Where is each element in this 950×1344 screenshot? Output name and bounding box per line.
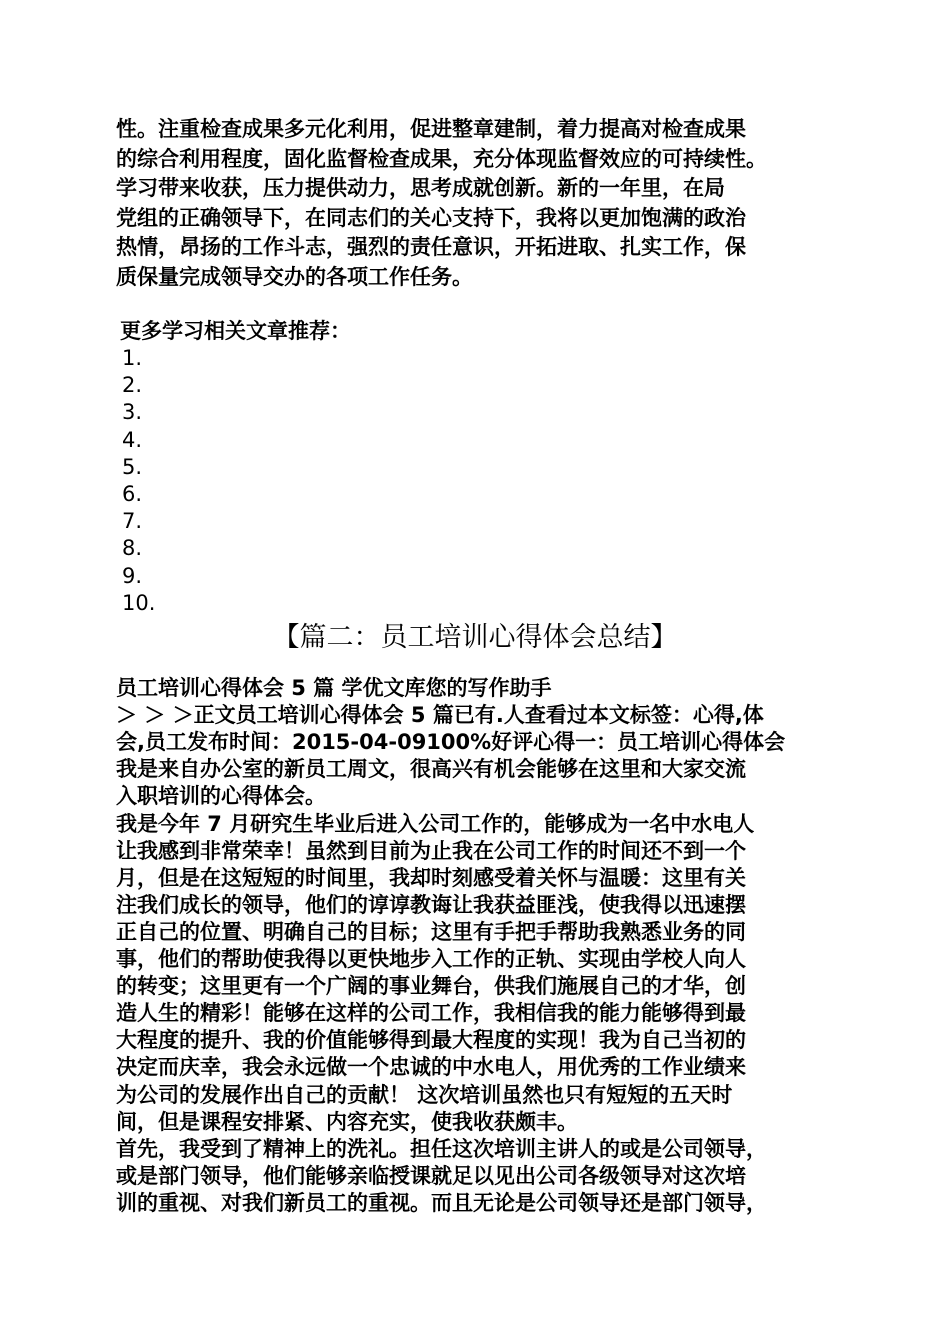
- recommend-list-line: 10.: [122, 590, 156, 615]
- recommend-list-line: 4.: [122, 427, 143, 452]
- block2-line: 会,员工发布时间：2015-04-09100%好评心得一：员工培训心得体会: [116, 730, 786, 755]
- block2-line: 造人生的精彩！能够在这样的公司工作，我相信我的能力能够得到最: [116, 1001, 746, 1026]
- recommend-list-line: 6.: [122, 482, 143, 506]
- block1-line: 的综合利用程度，固化监督检查成果，充分体现监督效应的可持续性。: [116, 146, 767, 171]
- block1-line: 热情，昂扬的工作斗志，强烈的责任意识，开拓进取、扎实工作，保: [116, 235, 746, 260]
- block2-line: 正自己的位置、明确自己的目标；这里有手把手帮助我熟悉业务的同: [116, 919, 746, 944]
- block2-line: 为公司的发展作出自己的贡献！ 这次培训虽然也只有短短的五天时: [116, 1082, 733, 1107]
- block2-line: 训的重视、对我们新员工的重视。而且无论是公司领导还是部门领导，: [116, 1190, 767, 1215]
- recommend-list-line: 5.: [122, 454, 143, 479]
- recommend-list-line: 1.: [122, 346, 143, 370]
- block2-line: 或是部门领导，他们能够亲临授课就足以见出公司各级领导对这次培: [116, 1163, 746, 1188]
- block2-line: 我是来自办公室的新员工周文，很高兴有机会能够在这里和大家交流: [116, 757, 746, 782]
- block1-line: 性。注重检查成果多元化利用，促进整章建制，着力提高对检查成果: [116, 117, 746, 141]
- section-title: 【篇二：员工培训心得体会总结】: [272, 622, 678, 653]
- block2-line: 月，但是在这短短的时间里，我却时刻感受着关怀与温暖：这里有关: [116, 865, 746, 890]
- block2-line: ＞ ＞ ＞正文员工培训心得体会 5 篇已有.人查看过本文标签：心得,体: [116, 703, 764, 728]
- block1-line: 质保量完成领导交办的各项工作任务。: [116, 265, 473, 289]
- block2-line: 事，他们的帮助使我得以更快地步入工作的正轨、实现由学校人向人: [116, 947, 746, 971]
- block2-line: 间，但是课程安排紧、内容充实，使我收获颇丰。: [116, 1109, 578, 1134]
- block2-line: 员工培训心得体会 5 篇 学优文库您的写作助手: [116, 676, 552, 700]
- block2-line: 我是今年 7 月研究生毕业后进入公司工作的，能够成为一名中水电人: [116, 811, 755, 836]
- recommend-list-line: 2.: [122, 373, 143, 398]
- block2-line: 让我感到非常荣幸！虽然到目前为止我在公司工作的时间还不到一个: [116, 838, 746, 863]
- block2-line: 首先，我受到了精神上的洗礼。担任这次培训主讲人的或是公司领导，: [116, 1136, 767, 1161]
- block1-line: 学习带来收获，压力提供动力，思考成就创新。新的一年里，在局: [116, 176, 725, 201]
- block1-line: 党组的正确领导下，在同志们的关心支持下，我将以更加饱满的政治: [116, 205, 746, 230]
- block2-line: 大程度的提升、我的价值能够得到最大程度的实现！我为自己当初的: [116, 1028, 746, 1053]
- recommend-list-line: 8.: [122, 536, 143, 561]
- recommend-heading: 更多学习相关文章推荐：: [120, 319, 351, 343]
- recommend-list-line: 9.: [122, 563, 143, 588]
- block2-line: 决定而庆幸，我会永远做一个忠诚的中水电人，用优秀的工作业绩来: [116, 1055, 746, 1080]
- recommend-list-line: 3.: [122, 400, 143, 425]
- block2-line: 注我们成长的领导，他们的谆谆教诲让我获益匪浅，使我得以迅速摆: [116, 892, 746, 917]
- recommend-list-line: 7.: [122, 509, 143, 534]
- block2-line: 入职培训的心得体会。: [116, 784, 326, 809]
- block2-line: 的转变；这里更有一个广阔的事业舞台，供我们施展自己的才华，创: [116, 974, 746, 999]
